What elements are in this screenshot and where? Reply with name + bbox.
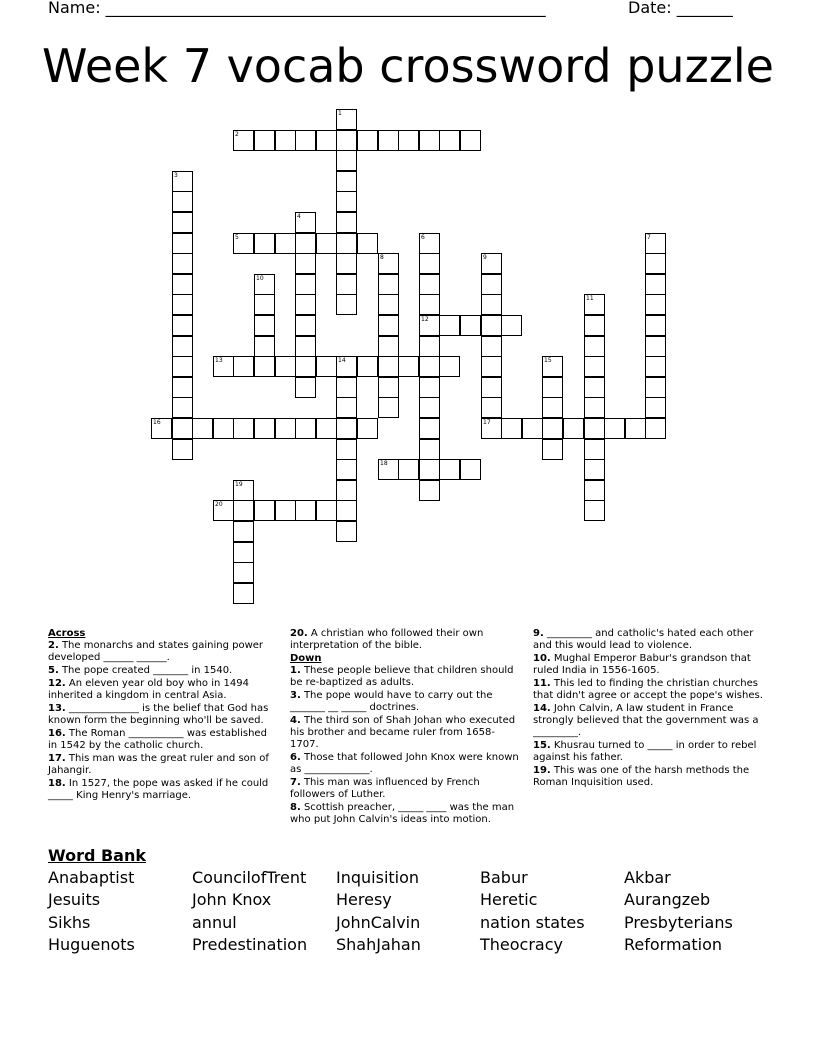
crossword-cell[interactable] (275, 500, 296, 521)
crossword-cell[interactable] (295, 500, 316, 521)
crossword-cell[interactable] (419, 294, 440, 315)
clue-text: A christian who followed their own interpretation of the bible. (290, 628, 484, 651)
cell-number: 6 (421, 234, 425, 241)
crossword-cell[interactable] (336, 191, 357, 212)
cell-number: 20 (215, 501, 223, 508)
word-bank-item: Anabaptist (48, 868, 135, 887)
clues-column-3 (533, 628, 765, 790)
clue-number: 15. (533, 740, 551, 751)
clue-text: _________ and catholic's hated each other and this would lead to violence. (533, 628, 754, 651)
crossword-cell[interactable] (645, 294, 666, 315)
cell-number: 4 (297, 213, 301, 220)
crossword-cell[interactable] (336, 377, 357, 398)
crossword-cell[interactable] (542, 439, 563, 460)
cell-number: 7 (647, 234, 651, 241)
crossword-cell[interactable] (584, 294, 605, 315)
crossword-cell[interactable] (419, 480, 440, 501)
clue-number: 5. (48, 665, 59, 676)
crossword-cell[interactable] (357, 356, 378, 377)
clue-across-13 (48, 703, 273, 727)
crossword-cell[interactable] (481, 356, 502, 377)
clue-down-15 (533, 740, 765, 764)
crossword-cell[interactable] (336, 212, 357, 233)
crossword-cell[interactable] (172, 171, 193, 192)
crossword-cell[interactable] (172, 418, 193, 439)
crossword-cell[interactable] (295, 233, 316, 254)
crossword-cell[interactable] (460, 459, 481, 480)
crossword-cell[interactable] (295, 212, 316, 233)
crossword-cell[interactable] (295, 253, 316, 274)
crossword-cell[interactable] (254, 233, 275, 254)
clue-text: The pope created _______ in 1540. (58, 665, 233, 676)
clue-number: 17. (48, 753, 66, 764)
word-bank-item: ShahJahan (336, 935, 421, 954)
crossword-cell[interactable] (295, 418, 316, 439)
clue-text: This man was the great ruler and son of Jahangir. (48, 753, 269, 776)
clue-text: ______________ is the belief that God has known form the beginning who'll be saved. (48, 703, 269, 726)
word-bank-item: annul (192, 913, 237, 932)
crossword-cell[interactable] (172, 439, 193, 460)
crossword-cell[interactable] (336, 171, 357, 192)
crossword-cell[interactable] (172, 212, 193, 233)
clue-across-5 (48, 665, 273, 677)
crossword-cell[interactable] (584, 439, 605, 460)
crossword-cell[interactable] (151, 418, 172, 439)
crossword-cell[interactable] (213, 356, 234, 377)
crossword-cell[interactable] (419, 439, 440, 460)
crossword-cell[interactable] (233, 562, 254, 583)
crossword-cell[interactable] (336, 294, 357, 315)
cell-number: 5 (235, 234, 239, 241)
crossword-cell[interactable] (336, 397, 357, 418)
clue-text: An eleven year old boy who in 1494 inherited a kingdom in central Asia. (48, 678, 249, 701)
crossword-cell[interactable] (233, 130, 254, 151)
crossword-cell[interactable] (254, 130, 275, 151)
crossword-cell[interactable] (439, 315, 460, 336)
crossword-cell[interactable] (172, 397, 193, 418)
crossword-cell[interactable] (419, 253, 440, 274)
clue-number: 9. (533, 628, 544, 639)
crossword-cell[interactable] (295, 336, 316, 357)
page-title: Week 7 vocab crossword puzzle (42, 39, 774, 93)
crossword-cell[interactable] (254, 356, 275, 377)
clue-down-9 (533, 628, 765, 652)
crossword-cell[interactable] (439, 459, 460, 480)
crossword-cell[interactable] (460, 130, 481, 151)
crossword-cell[interactable] (378, 336, 399, 357)
crossword-cell[interactable] (439, 356, 460, 377)
crossword-cell[interactable] (316, 418, 337, 439)
crossword-cell[interactable] (419, 397, 440, 418)
date-field[interactable]: Date: _______ (628, 0, 733, 17)
clues-column-1 (48, 628, 273, 803)
crossword-cell[interactable] (481, 253, 502, 274)
clue-text: The Roman ___________ was established in 1542 by the catholic church. (48, 728, 267, 751)
crossword-cell[interactable] (336, 150, 357, 171)
word-bank-item: Heresy (336, 890, 392, 909)
crossword-cell[interactable] (378, 397, 399, 418)
clue-number: 20. (290, 628, 308, 639)
clue-down-7 (290, 777, 522, 801)
clue-text: The pope would have to carry out the _______ __ _____ doctrines. (290, 690, 493, 713)
crossword-cell[interactable] (172, 315, 193, 336)
crossword-cell[interactable] (481, 336, 502, 357)
crossword-cell[interactable] (378, 356, 399, 377)
crossword-cell[interactable] (336, 109, 357, 130)
crossword-cell[interactable] (378, 253, 399, 274)
cell-number: 8 (380, 254, 384, 261)
word-bank-item: Reformation (624, 935, 722, 954)
clue-down-1 (290, 665, 522, 689)
clue-text: Mughal Emperor Babur's grandson that ruled India in 1556-1605. (533, 653, 751, 676)
crossword-cell[interactable] (316, 130, 337, 151)
clue-number: 14. (533, 703, 551, 714)
crossword-cell[interactable] (460, 315, 481, 336)
clue-text: These people believe that children should be re-baptized as adults. (290, 665, 514, 688)
crossword-cell[interactable] (336, 356, 357, 377)
crossword-cell[interactable] (172, 377, 193, 398)
crossword-cell[interactable] (378, 130, 399, 151)
crossword-cell[interactable] (419, 130, 440, 151)
clue-number: 3. (290, 690, 301, 701)
clue-text: This man was influenced by French followers of Luther. (290, 777, 480, 800)
clue-number: 18. (48, 778, 66, 789)
crossword-cell[interactable] (295, 315, 316, 336)
word-bank-item: Presbyterians (624, 913, 733, 932)
word-bank-item: Huguenots (48, 935, 135, 954)
clue-number: 8. (290, 802, 301, 813)
clue-number: 2. (48, 640, 59, 651)
clue-text: Scottish preacher, _____ ____ was the man who put John Calvin's ideas into motion. (290, 802, 515, 825)
crossword-cell[interactable] (563, 418, 584, 439)
crossword-cell[interactable] (398, 356, 419, 377)
crossword-cell[interactable] (481, 274, 502, 295)
clues-column-2 (290, 628, 522, 827)
crossword-cell[interactable] (378, 274, 399, 295)
word-bank-item: Jesuits (48, 890, 101, 909)
crossword-cell[interactable] (481, 294, 502, 315)
crossword-cell[interactable] (604, 418, 625, 439)
clue-number: 1. (290, 665, 301, 676)
word-bank-item: Babur (480, 868, 528, 887)
cell-number: 16 (153, 419, 161, 426)
clue-down-19 (533, 765, 765, 789)
clue-down-3 (290, 690, 522, 714)
crossword-cell[interactable] (336, 233, 357, 254)
crossword-cell[interactable] (336, 459, 357, 480)
crossword-cell[interactable] (419, 356, 440, 377)
crossword-cell[interactable] (316, 500, 337, 521)
clue-down-14 (533, 703, 765, 739)
crossword-cell[interactable] (233, 480, 254, 501)
crossword-cell[interactable] (398, 459, 419, 480)
crossword-cell[interactable] (172, 356, 193, 377)
crossword-cell[interactable] (316, 233, 337, 254)
crossword-cell[interactable] (584, 418, 605, 439)
clue-text: The third son of Shah Johan who executed his brother and became ruler from 1658-1707. (290, 715, 516, 750)
crossword-cell[interactable] (233, 233, 254, 254)
word-bank-item: nation states (480, 913, 585, 932)
crossword-cell[interactable] (172, 336, 193, 357)
crossword-cell[interactable] (275, 130, 296, 151)
crossword-cell[interactable] (336, 439, 357, 460)
clue-text: Khusrau turned to _____ in order to rebel against his father. (533, 740, 757, 763)
crossword-cell[interactable] (316, 356, 337, 377)
clue-down-6 (290, 752, 522, 776)
crossword-cell[interactable] (625, 418, 646, 439)
crossword-cell[interactable] (172, 294, 193, 315)
crossword-cell[interactable] (439, 130, 460, 151)
crossword-cell[interactable] (481, 315, 502, 336)
crossword-cell[interactable] (295, 294, 316, 315)
crossword-cell[interactable] (419, 459, 440, 480)
word-bank-item: CouncilofTrent (192, 868, 307, 887)
crossword-cell[interactable] (233, 418, 254, 439)
clue-across-12 (48, 678, 273, 702)
word-bank-item: Inquisition (336, 868, 420, 887)
across-heading: Across (48, 628, 86, 639)
clue-text: In 1527, the pope was asked if he could _____ King Henry's marriage. (48, 778, 269, 801)
crossword-cell[interactable] (336, 274, 357, 295)
clue-text: This was one of the harsh methods the Roman Inquisition used. (533, 765, 750, 788)
crossword-cell[interactable] (584, 315, 605, 336)
crossword-cell[interactable] (336, 418, 357, 439)
crossword-cell[interactable] (213, 500, 234, 521)
crossword-cell[interactable] (172, 233, 193, 254)
crossword-cell[interactable] (419, 377, 440, 398)
clue-number: 6. (290, 752, 301, 763)
word-bank-item: Theocracy (480, 935, 563, 954)
clue-text: John Calvin, A law student in France strongly believed that the government was a _________. (533, 703, 759, 738)
cell-number: 18 (380, 460, 388, 467)
crossword-cell[interactable] (254, 500, 275, 521)
clue-text: Those that followed John Knox were known as _____________. (290, 752, 519, 775)
crossword-cell[interactable] (336, 253, 357, 274)
crossword-cell[interactable] (481, 418, 502, 439)
crossword-cell[interactable] (254, 294, 275, 315)
crossword-cell[interactable] (233, 583, 254, 604)
crossword-cell[interactable] (336, 500, 357, 521)
clue-number: 10. (533, 653, 551, 664)
crossword-cell[interactable] (584, 377, 605, 398)
crossword-cell[interactable] (584, 397, 605, 418)
cell-number: 11 (586, 295, 594, 302)
crossword-cell[interactable] (336, 480, 357, 501)
clue-text: The monarchs and states gaining power developed ______ ______. (48, 640, 264, 663)
word-bank-item: Aurangzeb (624, 890, 711, 909)
crossword-cell[interactable] (584, 500, 605, 521)
crossword-cell[interactable] (501, 315, 522, 336)
crossword-cell[interactable] (254, 418, 275, 439)
cell-number: 15 (544, 357, 552, 364)
crossword-cell[interactable] (584, 336, 605, 357)
clue-down-4 (290, 715, 522, 751)
clue-number: 19. (533, 765, 551, 776)
crossword-cell[interactable] (542, 377, 563, 398)
crossword-cell[interactable] (254, 274, 275, 295)
crossword-cell[interactable] (275, 356, 296, 377)
crossword-cell[interactable] (398, 130, 419, 151)
word-bank-title: Word Bank (48, 846, 147, 865)
word-bank-item: Predestination (192, 935, 308, 954)
crossword-cell[interactable] (378, 459, 399, 480)
cell-number: 9 (483, 254, 487, 261)
name-field[interactable]: Name: _______________________________________________________ (48, 0, 546, 17)
crossword-cell[interactable] (584, 356, 605, 377)
crossword-cell[interactable] (645, 397, 666, 418)
cell-number: 3 (174, 172, 178, 179)
crossword-cell[interactable] (336, 130, 357, 151)
clue-across-18 (48, 778, 273, 802)
word-bank-item: Akbar (624, 868, 671, 887)
crossword-cell[interactable] (233, 356, 254, 377)
crossword-cell[interactable] (254, 336, 275, 357)
word-bank-item: John Knox (192, 890, 272, 909)
clue-across-20 (290, 628, 522, 652)
crossword-cell[interactable] (172, 274, 193, 295)
crossword-cell[interactable] (419, 274, 440, 295)
clue-text: This led to finding the christian churches that didn't agree or accept the pope's wishes. (533, 678, 763, 701)
crossword-cell[interactable] (419, 336, 440, 357)
crossword-cell[interactable] (378, 294, 399, 315)
crossword-cell[interactable] (378, 315, 399, 336)
crossword-cell[interactable] (295, 274, 316, 295)
cell-number: 2 (235, 131, 239, 138)
crossword-cell[interactable] (419, 315, 440, 336)
cell-number: 14 (338, 357, 346, 364)
clue-down-8 (290, 802, 522, 826)
clue-number: 7. (290, 777, 301, 788)
crossword-cell[interactable] (275, 233, 296, 254)
crossword-cell[interactable] (645, 315, 666, 336)
down-heading: Down (290, 653, 322, 664)
crossword-cell[interactable] (172, 253, 193, 274)
crossword-cell[interactable] (542, 397, 563, 418)
crossword-cell[interactable] (295, 356, 316, 377)
crossword-cell[interactable] (584, 480, 605, 501)
crossword-cell[interactable] (275, 418, 296, 439)
clue-across-17 (48, 753, 273, 777)
word-bank-item: Heretic (480, 890, 538, 909)
clue-number: 16. (48, 728, 66, 739)
crossword-cell[interactable] (522, 418, 543, 439)
crossword-cell[interactable] (481, 397, 502, 418)
crossword-cell[interactable] (645, 377, 666, 398)
crossword-cell[interactable] (542, 356, 563, 377)
clue-across-16 (48, 728, 273, 752)
crossword-cell[interactable] (357, 418, 378, 439)
crossword-cell[interactable] (645, 356, 666, 377)
crossword-cell[interactable] (584, 459, 605, 480)
clue-number: 4. (290, 715, 301, 726)
word-bank-item: Sikhs (48, 913, 91, 932)
crossword-cell[interactable] (645, 336, 666, 357)
crossword-cell[interactable] (419, 233, 440, 254)
crossword-cell[interactable] (213, 418, 234, 439)
crossword-cell[interactable] (419, 418, 440, 439)
clue-number: 13. (48, 703, 66, 714)
clue-number: 11. (533, 678, 551, 689)
crossword-cell[interactable] (542, 418, 563, 439)
crossword-cell[interactable] (481, 377, 502, 398)
cell-number: 13 (215, 357, 223, 364)
clue-down-10 (533, 653, 765, 677)
crossword-cell[interactable] (233, 542, 254, 563)
clue-down-11 (533, 678, 765, 702)
crossword-cell[interactable] (295, 130, 316, 151)
crossword-cell[interactable] (378, 377, 399, 398)
cell-number: 12 (421, 316, 429, 323)
crossword-cell[interactable] (357, 130, 378, 151)
crossword-cell[interactable] (295, 377, 316, 398)
crossword-cell[interactable] (645, 418, 666, 439)
cell-number: 17 (483, 419, 491, 426)
crossword-cell[interactable] (357, 233, 378, 254)
clue-number: 12. (48, 678, 66, 689)
crossword-cell[interactable] (192, 418, 213, 439)
crossword-cell[interactable] (254, 315, 275, 336)
crossword-cell[interactable] (233, 500, 254, 521)
crossword-cell[interactable] (172, 191, 193, 212)
crossword-cell[interactable] (645, 233, 666, 254)
cell-number: 10 (256, 275, 264, 282)
crossword-cell[interactable] (501, 418, 522, 439)
crossword-cell[interactable] (336, 521, 357, 542)
crossword-cell[interactable] (645, 274, 666, 295)
crossword-cell[interactable] (645, 253, 666, 274)
cell-number: 19 (235, 481, 243, 488)
clue-across-2 (48, 640, 273, 664)
cell-number: 1 (338, 110, 342, 117)
word-bank-item: JohnCalvin (336, 913, 421, 932)
crossword-cell[interactable] (233, 521, 254, 542)
